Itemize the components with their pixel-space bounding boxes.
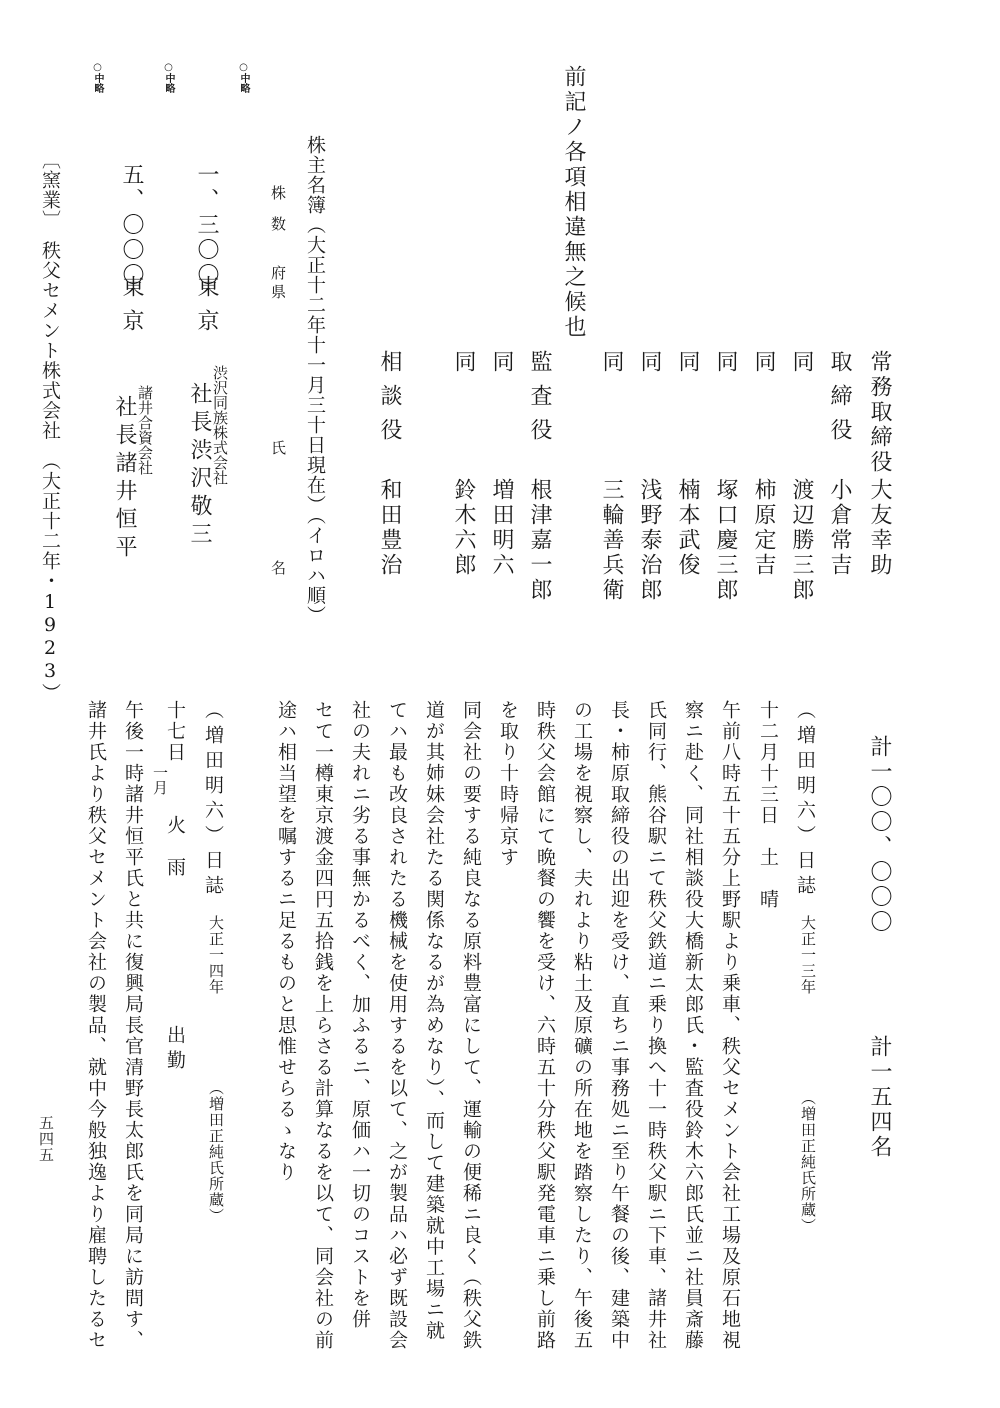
officer-title: 同 [489, 350, 514, 375]
officer-title: 同 [713, 350, 738, 375]
shareholder-person: 社長諸井恒平 [112, 395, 137, 563]
diary1-line: 道が其姉妹会社たる関係なるが為めなり）、而して建築就中工場ニ就 [423, 700, 445, 1342]
diary1-date: 十二月十三日 土 晴 [757, 700, 779, 910]
diary2-source: （増田正純氏所蔵） [207, 1080, 225, 1224]
shareholder-company: 諸井合資会社 [136, 385, 154, 475]
officer-name: 渡辺勝三郎 [789, 478, 814, 603]
footnote: 〔窯業〕 秩父セメント株式会社 （大正十二年・1923） [39, 150, 61, 703]
officer-title: 同 [751, 350, 776, 375]
officer-name: 三輪善兵衛 [599, 478, 624, 603]
diary1-line: 氏同行、熊谷駅ニて秩父鉄道ニ乗り換へ十一時秩父駅ニ下車、諸井社 [645, 700, 667, 1351]
shareholder-company: 渋沢同族株式会社 [211, 365, 229, 485]
shareholder-shares: 一、三〇〇 [194, 163, 219, 288]
officer-title: 監査役 [527, 350, 552, 452]
officer-title: 同 [599, 350, 624, 375]
diary1-line: 午前八時五十五分上野駅より乗車、秩父セメント会社工場及原石地視 [719, 700, 741, 1351]
diary2-attend: 出勤 [164, 1025, 186, 1075]
diary1-source: （増田正純氏所蔵） [799, 1090, 817, 1234]
omission-mark: ○中略 [238, 62, 249, 93]
shareholder-person: 社長渋沢敬三 [187, 382, 212, 550]
officer-title: 同 [675, 350, 700, 375]
officer-title: 同 [789, 350, 814, 375]
diary2-line: 諸井氏より秩父セメント会社の製品、就中今般独逸より雇聘したるセ [85, 700, 107, 1351]
diary1-year: 大正一三年 [799, 915, 817, 995]
shareholder-shares: 五、〇〇〇 [119, 163, 144, 288]
officer-name: 鈴木六郎 [451, 478, 476, 578]
diary2-year: 大正一四年 [207, 915, 225, 995]
officer-name: 増田明六 [489, 478, 514, 578]
register-header-shares: 株数 [269, 185, 287, 247]
officer-name: 柿原定吉 [751, 478, 776, 578]
diary2-heading: （増田明六）日誌 [202, 700, 224, 900]
officer-name: 大友幸助 [867, 478, 892, 578]
officer-name: 和田豊治 [377, 478, 402, 578]
diary1-line: 社の夫れニ劣る事無かるべく、加ふるニ、原価ハ一切のコストを併 [349, 700, 371, 1330]
officer-title: 同 [451, 350, 476, 375]
register-title: 株主名簿（大正十二年十一月三十日現在）（イロハ順） [304, 135, 326, 626]
diary2-date-note: 一月 [151, 765, 169, 795]
diary1-line: セて一樽東京渡金四円五拾銭を上らさる計算なるを以て、同会社の前 [312, 700, 334, 1351]
diary1-heading: （増田明六）日誌 [794, 700, 816, 900]
diary1-line: 時秩父会館にて晩餐の饗を受け、六時五十分秩父駅発電車ニ乗し前路 [534, 700, 556, 1351]
register-header-pref: 府県 [269, 265, 287, 303]
shareholder-pref: 東京 [194, 275, 219, 343]
total-persons: 計一五四名 [867, 1035, 892, 1160]
officer-title: 相談役 [377, 350, 402, 452]
officer-title: 同 [637, 350, 662, 375]
diary2-line: 午後一時諸井恒平氏と共に復興局長官清野長太郎氏を同局に訪問す、 [122, 700, 144, 1351]
diary1-line: 途ハ相当望を嘱するニ足るものと思惟せらるゝなり [275, 700, 297, 1183]
page-number: 五四五 [37, 1115, 55, 1163]
officer-name: 楠本武俊 [675, 478, 700, 578]
omission-mark: ○中略 [92, 62, 103, 93]
diary2-weekday: 火 雨 [164, 815, 186, 878]
officer-name: 小倉常吉 [827, 478, 852, 578]
diary1-line: を取り十時帰京す [497, 700, 519, 868]
officer-title: 取締役 [827, 350, 852, 452]
diary1-line: 長・柿原取締役の出迎を受け、直ちニ事務処ニ至り午餐の後、建築中 [608, 700, 630, 1351]
diary1-line: 同会社の要する純良なる原料豊富にして、運輸の便稀ニ良く（秩父鉄 [460, 700, 482, 1351]
officer-name: 塚口慶三郎 [713, 478, 738, 603]
diary1-line: 察ニ赴く、同社相談役大橋新太郎氏・監査役鈴木六郎氏並ニ社員斎藤 [682, 700, 704, 1351]
total-amount: 計一〇〇、〇〇〇 [867, 735, 892, 935]
officer-name: 根津嘉一郎 [527, 478, 552, 603]
diary1-line: てハ最も改良されたる機械を使用するを以て、之が製品ハ必ず既設会 [386, 700, 408, 1351]
officer-title: 常務取締役 [867, 350, 892, 475]
officer-name: 浅野泰治郎 [637, 478, 662, 603]
diary1-line: の工場を視察し、夫れより粘土及原礦の所在地を踏察したり、午後五 [571, 700, 593, 1351]
declaration: 前記ノ各項相違無之候也 [561, 65, 586, 340]
register-header-name: 氏名 [269, 440, 287, 680]
omission-mark: ○中略 [163, 62, 174, 93]
diary2-date: 十七日 [164, 700, 186, 763]
shareholder-pref: 東京 [119, 275, 144, 343]
